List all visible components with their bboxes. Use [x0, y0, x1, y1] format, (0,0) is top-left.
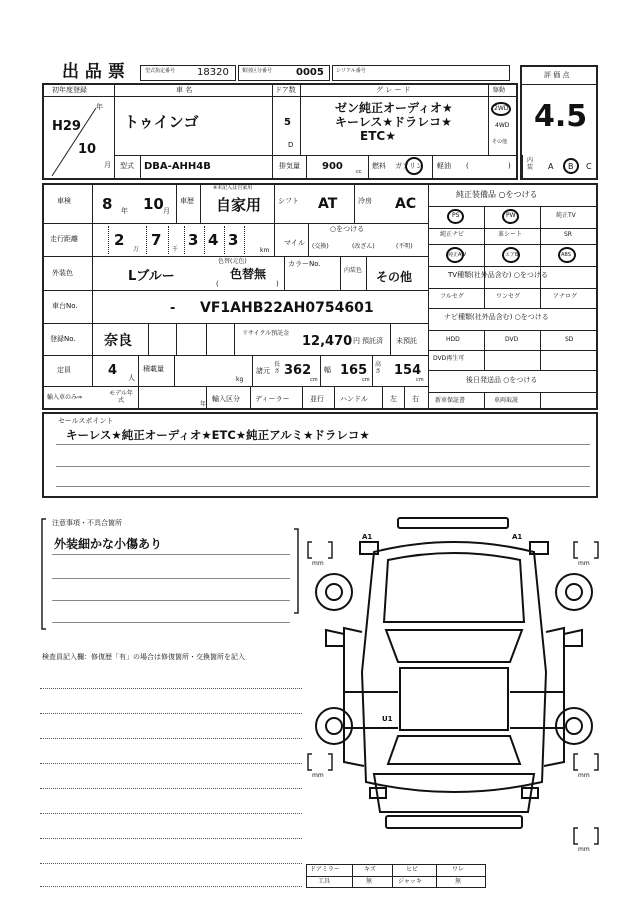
- mileage-km-unit: km: [260, 247, 270, 254]
- mileage-digit-1: 2: [114, 231, 125, 249]
- grade-line-3: ETC★: [360, 129, 396, 143]
- light-oil-label: 軽油: [437, 162, 451, 170]
- length-label: 長さ: [274, 361, 281, 375]
- color-paren-open: (: [216, 280, 219, 288]
- vin-value: VF1AHB22AH0754601: [200, 300, 374, 316]
- reg-no-label: 登録No.: [50, 335, 76, 343]
- equip-navi: 純正ナビ: [440, 231, 465, 238]
- doors-unit: D: [288, 141, 294, 149]
- first-reg-month: 10: [78, 142, 97, 157]
- car-name-value: トゥインゴ: [124, 113, 199, 131]
- damage-mark-a1-left: A1: [362, 533, 373, 541]
- width-unit: cm: [362, 377, 370, 383]
- inspection-month-unit: 月: [163, 207, 170, 215]
- recycle-unpaid: 未預託: [396, 337, 417, 345]
- model-year-label: モデル年式: [109, 390, 133, 404]
- doors-value: 5: [284, 117, 291, 128]
- legend-kizu: キズ: [364, 866, 376, 873]
- equip-aw: 純正AW: [448, 252, 467, 258]
- displacement-unit: cc: [356, 169, 362, 175]
- drive-4wd: 4WD: [495, 122, 510, 129]
- vehicle-manual: 車両取説: [494, 397, 519, 404]
- inspection-year-unit: 年: [121, 207, 128, 215]
- interior-grade-label: 内装: [527, 157, 534, 171]
- width-value: 165: [340, 363, 368, 378]
- sales-point-text: キーレス★純正オーディオ★ETC★純正アルミ★ドラレコ★: [66, 428, 370, 442]
- dvd-play: DVD再生可: [433, 355, 465, 362]
- equipment-title: 純正装備品 ○をつける: [456, 190, 538, 199]
- notes-frame: [40, 515, 302, 633]
- history-note: ※未記入は自家用: [213, 185, 253, 191]
- equip-abs: ABS: [561, 252, 571, 258]
- model-label: 型式: [120, 162, 134, 170]
- damage-mark-u1: U1: [382, 715, 393, 723]
- mileage-swap: (交換): [312, 243, 329, 250]
- equip-tv: 純正TV: [556, 212, 576, 219]
- car-body-diagram: [304, 512, 604, 868]
- equip-leather: 革シート: [498, 231, 523, 238]
- interior-grade-c: C: [586, 162, 592, 171]
- height-label: 高さ: [375, 361, 382, 375]
- tv-fullseg: フルセグ: [440, 293, 464, 300]
- navi-hdd: HDD: [446, 336, 460, 343]
- tread-bracket-rr-icon: [572, 752, 602, 774]
- interior-grade-b-circle: [563, 158, 579, 174]
- tread-bracket-rl-icon: [306, 752, 336, 774]
- doors-label: ドア数: [275, 86, 296, 94]
- notes-label: 注意事項・不具合箇所: [52, 519, 122, 527]
- damage-mark-a1-right: A1: [512, 533, 523, 541]
- dealer-label: ディーラー: [255, 395, 290, 403]
- history-value: 自家用: [216, 196, 262, 214]
- handle-left: 左: [390, 395, 397, 403]
- interior-grade-b: B: [568, 162, 574, 171]
- width-label: 幅: [324, 366, 331, 374]
- inspection-month: 10: [143, 195, 164, 213]
- maru-instruction: ○をつける: [330, 225, 365, 233]
- equip-ps-circle: [447, 209, 464, 224]
- displacement-value: 900: [322, 161, 343, 172]
- fuel-label: 燃料: [372, 162, 386, 170]
- tread-bracket-spare-icon: [572, 826, 602, 848]
- handle-label: ハンドル: [340, 395, 368, 403]
- import-class-label: 輸入区分: [212, 395, 240, 403]
- form-title: 出 品 票: [62, 62, 125, 82]
- drive-2wd-circle: [491, 102, 511, 116]
- displacement-label: 排気量: [279, 162, 300, 170]
- import-label: 輸入車のみ⇒: [47, 394, 83, 401]
- drive-label: 駆動: [493, 87, 506, 94]
- mileage-sen-unit: 千: [172, 246, 179, 253]
- capacity-value: 4: [108, 363, 118, 378]
- notes-text: 外装細かな小傷あり: [54, 537, 163, 551]
- fuel-gasoline-circle: [405, 157, 423, 175]
- color-original-label: 色替(元色): [218, 258, 247, 265]
- navi-sd: SD: [565, 336, 574, 343]
- mileage-digit-3: 3: [188, 231, 199, 249]
- recycle-unit: 円: [353, 337, 360, 345]
- legend-ware: ワレ: [452, 866, 465, 873]
- tread-unit-rl: mm: [312, 772, 324, 779]
- serial-label: シリアル番号: [336, 68, 366, 74]
- equip-aw-circle: [446, 247, 467, 263]
- type-designation-value: 18320: [197, 67, 229, 78]
- interior-color-label: 内装色: [344, 267, 363, 274]
- light-oil-paren-open: (: [466, 162, 469, 170]
- exterior-color-value: Lブルー: [128, 269, 175, 284]
- mile-label: マイル: [284, 239, 305, 247]
- inspection-year: 8: [102, 195, 113, 213]
- vin-dash: -: [170, 301, 176, 316]
- rating-label: 評 価 点: [544, 71, 570, 79]
- fuel-value: ガソリン: [395, 162, 423, 170]
- grade-line-2: キーレス★ドラレコ★: [335, 115, 452, 129]
- tread-bracket-fl-icon: [306, 540, 336, 562]
- inspection-label: 車検: [57, 197, 71, 205]
- interior-grade-a: A: [548, 162, 554, 171]
- ac-value: AC: [395, 196, 417, 212]
- equip-pw: PW: [506, 212, 516, 219]
- length-value: 362: [284, 363, 312, 378]
- interior-color-value: その他: [376, 270, 413, 284]
- drive-2wd: 2WD: [494, 105, 509, 112]
- year-unit: 年: [96, 103, 103, 111]
- first-reg-year: H29: [52, 119, 81, 134]
- navi-dvd: DVD: [505, 336, 519, 343]
- exterior-color-label: 外装色: [52, 269, 73, 277]
- color-changed-value: 色替無: [230, 267, 267, 281]
- navi-type-title: ナビ種類(社外品含む) ○をつける: [444, 313, 549, 321]
- sales-point-label: セールスポイント: [58, 417, 114, 425]
- capacity-label: 定員: [57, 366, 71, 374]
- type-designation-label: 型式指定番号: [145, 68, 176, 74]
- equip-ps: PS: [452, 212, 460, 219]
- category-label: 類別区分番号: [242, 68, 273, 74]
- mileage-unknown: (不明): [396, 243, 413, 250]
- tread-bracket-fr-icon: [572, 540, 602, 562]
- equip-pw-circle: [502, 209, 519, 224]
- warranty-book: 新車保証書: [435, 397, 466, 404]
- tread-unit-fl: mm: [312, 560, 324, 567]
- height-unit: cm: [416, 377, 424, 383]
- handle-right: 右: [412, 395, 419, 403]
- mileage-modified: (改ざん): [352, 243, 375, 250]
- mileage-label: 走行距離: [50, 235, 78, 243]
- length-unit: cm: [310, 377, 318, 383]
- drive-other: その他: [492, 139, 508, 145]
- mileage-man-unit: 万: [133, 246, 140, 253]
- light-oil-paren-close: ): [508, 162, 511, 170]
- model-year-unit: 年: [200, 401, 207, 408]
- tv-oneseg: ワンセグ: [496, 293, 521, 300]
- equip-abs-circle: [558, 247, 576, 263]
- month-unit: 月: [104, 161, 111, 169]
- reg-no-value: 奈良: [104, 333, 132, 349]
- load-unit: kg: [236, 376, 244, 383]
- later-shipment-title: 後日発送品 ○をつける: [466, 376, 538, 384]
- history-label: 車歴: [180, 197, 194, 205]
- capacity-unit: 人: [128, 374, 135, 382]
- color-paren-close: ): [276, 280, 279, 288]
- ac-label: 冷房: [358, 197, 372, 205]
- legend-tools: 工具: [318, 878, 331, 885]
- height-value: 154: [394, 363, 422, 378]
- equip-airbag-circle: [502, 247, 520, 263]
- load-label: 積載量: [143, 365, 164, 373]
- legend-door-mirror: ドアミラー: [310, 866, 340, 873]
- shift-value: AT: [318, 196, 338, 212]
- tv-type-title: TV種類(社外品含む) ○をつける: [448, 271, 548, 279]
- mileage-digit-2: 7: [151, 231, 162, 249]
- dims-label: 諸元: [256, 367, 270, 375]
- legend-jack-value: 無: [455, 878, 462, 885]
- inspector-label: 検査員記入欄：修復歴「有」の場合は修復箇所・交換箇所を記入: [42, 653, 245, 661]
- recycle-label: リサイクル預託金: [242, 330, 290, 337]
- legend-tools-value: 無: [366, 878, 373, 885]
- equip-airbag: エアB: [505, 252, 519, 258]
- equip-sr: SR: [564, 231, 572, 238]
- rating-value: 4.5: [534, 99, 588, 134]
- color-no-label: カラーNo.: [288, 260, 321, 268]
- first-reg-label: 初年度登録: [52, 86, 87, 94]
- legend-hibi: ヒビ: [406, 866, 419, 873]
- grade-label: グ レ ー ド: [376, 86, 411, 94]
- car-name-label: 車 名: [176, 86, 193, 94]
- tread-unit-fr: mm: [578, 560, 590, 567]
- tread-unit-rr: mm: [578, 772, 590, 779]
- grade-line-1: ゼン純正オーディオ★: [335, 101, 453, 115]
- legend-jack: ジャッキ: [398, 878, 422, 885]
- recycle-paid: 預託済: [362, 337, 383, 345]
- mileage-digit-4: 4: [208, 231, 219, 249]
- parallel-label: 並行: [310, 395, 324, 403]
- shift-label: シフト: [278, 197, 299, 205]
- tv-analog: アナログ: [553, 293, 578, 300]
- model-value: DBA-AHH4B: [144, 161, 211, 172]
- category-value: 0005: [296, 67, 324, 78]
- vin-label: 車台No.: [52, 302, 78, 310]
- mileage-digit-5: 3: [228, 231, 239, 249]
- tread-unit-spare: mm: [578, 846, 590, 853]
- recycle-value: 12,470: [302, 334, 353, 349]
